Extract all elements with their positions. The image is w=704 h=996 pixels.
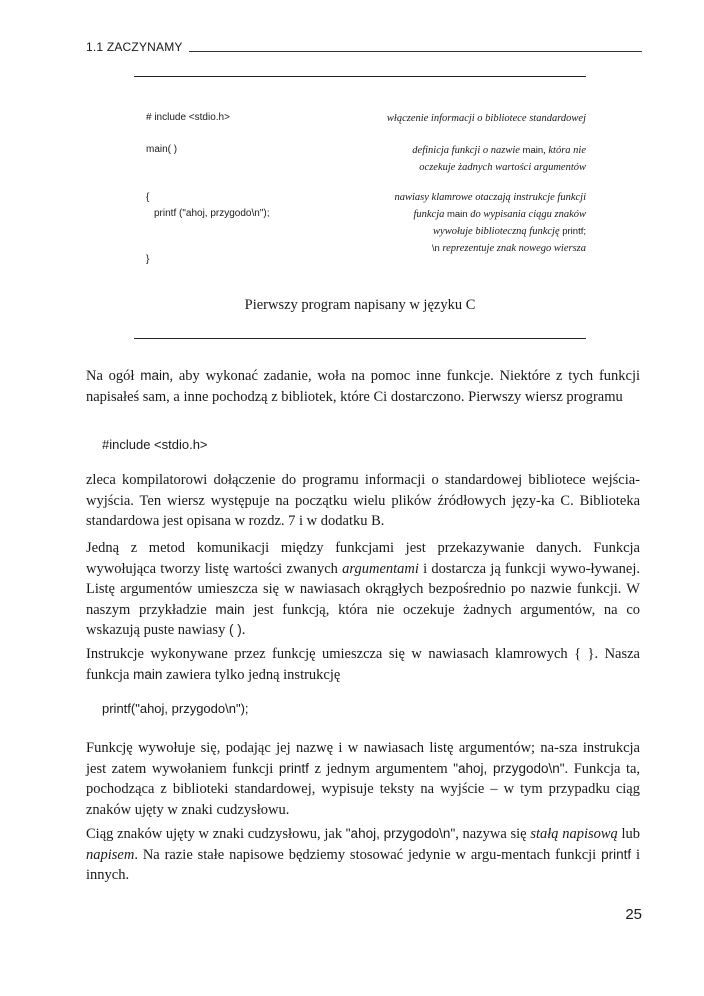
figure-note-call: wywołuje biblioteczną funkcję printf; (433, 226, 586, 237)
page-number: 25 (625, 906, 642, 923)
figure-code-close-brace: } (146, 254, 150, 265)
paragraph-1: Na ogół main, aby wykonać zadanie, woła na pomoc inne funkcje. Niektóre z tych funkcji napisałeś sam, a inne pochodzą z bibliotek, które Ci dostarczono. Pierwszy wiersz programu (86, 368, 641, 405)
figure-caption: Pierwszy program napisany w języku C (244, 297, 476, 313)
paragraph-5: Funkcję wywołuje się, podając jej nazwę i w nawiasach listę argumentów; na-sza instrukcja jest zatem wywołaniem funkcji printf z jednym argumentem "ahoj, przygodo\n". Funkcja ta, pochodząca z biblioteki standardowej, wypisuje teksty na wyjście – w tym przypadku ciąg znaków ujęty w znaki cudzysłowu. (86, 740, 641, 818)
paragraph-4: Instrukcje wykonywane przez funkcję umieszcza się w nawiasach klamrowych { }. Nasza funkcja main zawiera tylko jedną instrukcję (86, 646, 640, 683)
figure-note-main: definicja funkcji o nazwie main, która nie (412, 145, 586, 156)
code-printf-line: printf("ahoj, przygodo\n"); (102, 701, 249, 716)
header-rule (189, 51, 642, 52)
figure-bottom-rule (134, 338, 586, 339)
figure-note-braces: nawiasy klamrowe otaczają instrukcje funkcji (394, 192, 586, 203)
section-title: 1.1 ZACZYNAMY (86, 40, 183, 54)
paragraph-2: zleca kompilatorowi dołączenie do programu informacji o standardowej bibliotece wejścia-wyjścia. Ten wiersz występuje na początku wielu plików źródłowych języ-ka C. Biblioteka standardowa jest opisana w rozdz. 7 i w dodatku B. (86, 472, 640, 529)
figure-note-main-2: oczekuje żadnych wartości argumentów (419, 162, 586, 173)
code-include-line: #include <stdio.h> (102, 437, 208, 452)
figure-code-open-brace: { (146, 192, 150, 203)
figure-code-printf: printf ("ahoj, przygodo\n"); (154, 208, 270, 219)
paragraph-6: Ciąg znaków ujęty w znaki cudzysłowu, jak "ahoj, przygodo\n", nazywa się stałą napisową lub napisem. Na razie stałe napisowe będziemy stosować jedynie w argu-mentach funkcji printf i innych. (86, 826, 641, 883)
paragraph-3: Jedną z metod komunikacji między funkcjami jest przekazywanie danych. Funkcja wywołująca tworzy listę wartości zwanych argumentami i dostarcza ją funkcji wywo-ływanej. Listę argumentów umieszcza się w nawiasach okrągłych bezpośrednio po nazwie funkcji. W naszym przykładzie main jest funkcją, która nie oczekuje żadnych argumentów, na co wskazują puste nawiasy ( ). (86, 540, 641, 638)
figure-code-main: main( ) (146, 144, 178, 155)
figure-note-newline: \n reprezentuje znak nowego wiersza (431, 243, 586, 254)
figure-note-include: włączenie informacji o bibliotece standardowej (386, 113, 586, 124)
figure-note-function: funkcja main do wypisania ciągu znaków (413, 209, 586, 220)
figure-top-rule (134, 76, 586, 77)
running-header (86, 36, 642, 54)
figure-code-include: # include <stdio.h> (146, 112, 230, 123)
